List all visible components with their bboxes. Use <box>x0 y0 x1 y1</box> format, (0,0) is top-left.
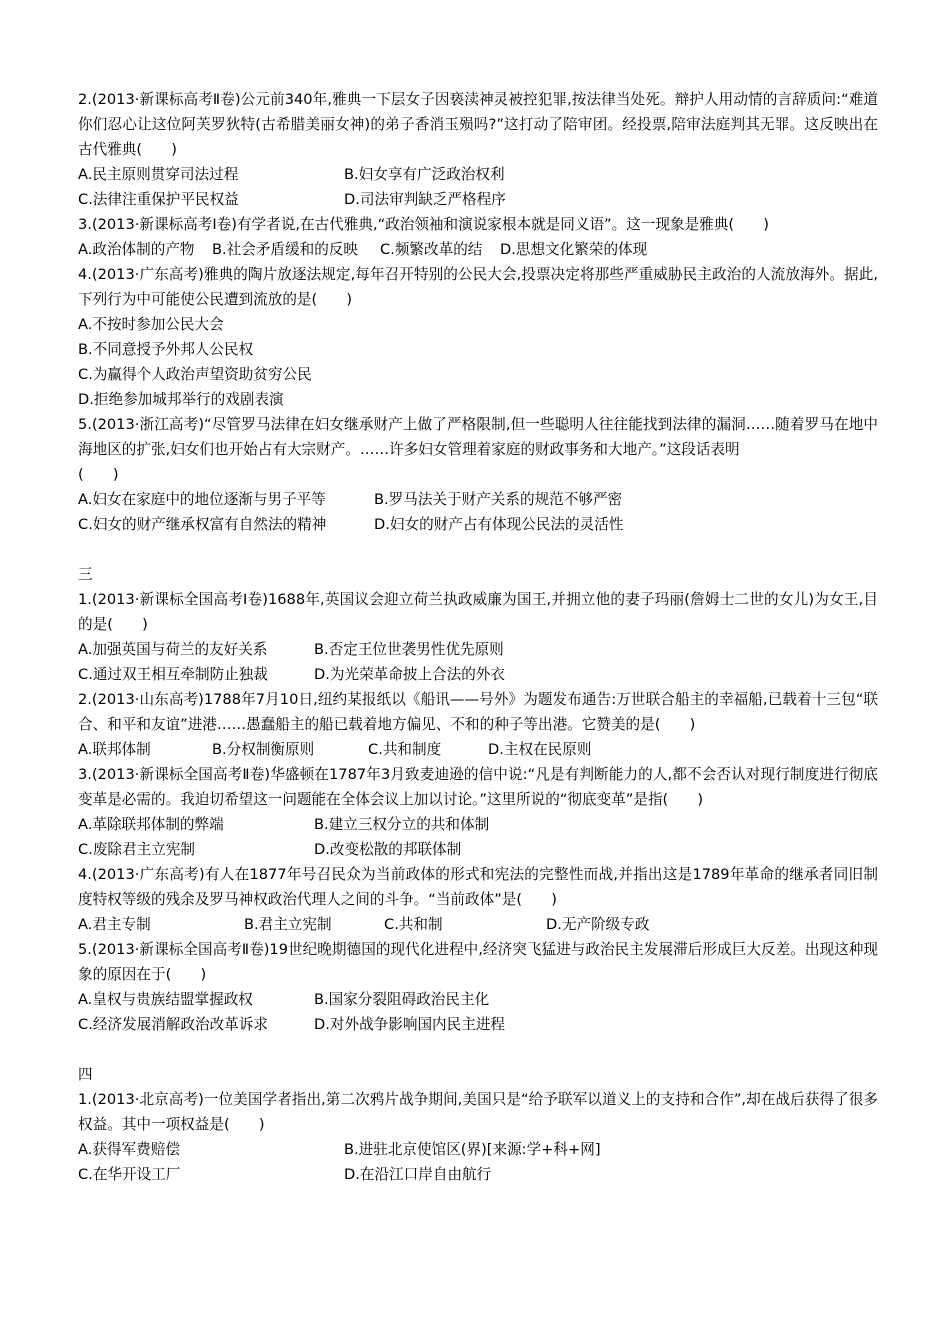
option-row <box>78 237 878 262</box>
option-row <box>78 637 878 662</box>
option-d: D.对外战争影响国内民主进程 <box>314 1016 506 1033</box>
question-stem: 1.(2013·新课标全国高考Ⅰ卷)1688年,英国议会迎立荷兰执政威廉为国王,并拥立他的妻子玛丽(詹姆士二世的女儿)为女王,目的是( ) <box>78 591 878 633</box>
option-c: C.废除君主立宪制 <box>78 841 195 858</box>
option-row <box>78 1012 878 1037</box>
option-a: A.政治体制的产物 <box>78 241 195 258</box>
option-d: D.在沿江口岸自由航行 <box>344 1166 492 1183</box>
option-c: C.频繁改革的结 <box>380 241 483 258</box>
option-row <box>78 912 878 937</box>
option-row <box>78 487 878 512</box>
option-a: A.联邦体制 <box>78 741 151 758</box>
question-stem: 2.(2013·新课标高考Ⅱ卷)公元前340年,雅典一下层女子因亵渎神灵被控犯罪,按法律当处死。辩护人用动情的言辞质问:“难道你们忍心让这位阿芙罗狄特(古希腊美丽女神)的弟子香消玉殒吗?”这打动了陪审团。经投票,陪审法庭判其无罪。这反映出在古代雅典( ) <box>78 91 878 158</box>
option-row <box>78 737 878 762</box>
option-b: B.进驻北京使馆区(界)[来源:学+科+网] <box>344 1141 601 1158</box>
option-row <box>78 512 878 537</box>
option-c: C.法律注重保护平民权益 <box>78 191 239 208</box>
question-stem: 4.(2013·广东高考)有人在1877年号召民众为当前政体的形式和宪法的完整性而战,并指出这是1789年革命的继承者同旧制度特权等级的残余及罗马神权政治代理人之间的斗争。“当前政体”是( ) <box>78 866 878 908</box>
option-d: D.为光荣革命披上合法的外衣 <box>314 666 506 683</box>
question-stem: 1.(2013·北京高考)一位美国学者指出,第二次鸦片战争期间,美国只是“给予联军以道义上的支持和合作”,却在战后获得了很多权益。其中一项权益是( ) <box>78 1091 878 1133</box>
option-b: B.社会矛盾缓和的反映 <box>212 241 358 258</box>
question-stem: 2.(2013·山东高考)1788年7月10日,纽约某报纸以《船讯——号外》为题发布通告:万世联合船主的幸福船,已载着十三包“联合、和平和友谊”进港……愚蠢船主的船已载着地方偏见、不和的种子等出港。它赞美的是( ) <box>78 691 878 733</box>
option-b: B.否定王位世袭男性优先原则 <box>314 641 504 658</box>
answer-bracket: ( ) <box>78 466 119 483</box>
section-heading: 四 <box>78 1066 93 1083</box>
option-d: D.改变松散的邦联体制 <box>314 841 462 858</box>
option-row <box>78 837 878 862</box>
option-row <box>78 162 878 187</box>
option-d: D.无产阶级专政 <box>546 916 650 933</box>
option-a: A.君主专制 <box>78 916 151 933</box>
option-b: B.分权制衡原则 <box>212 741 315 758</box>
question-stem: 3.(2013·新课标全国高考Ⅱ卷)华盛顿在1787年3月致麦迪逊的信中说:“凡是有判断能力的人,都不会否认对现行制度进行彻底变革是必需的。我迫切希望这一问题能在全体会议上加以讨论。”这里所说的“彻底变革”是指( ) <box>78 766 878 808</box>
question-stem: 5.(2013·浙江高考)“尽管罗马法律在妇女继承财产上做了严格限制,但一些聪明人往往能找到法律的漏洞……随着罗马在地中海地区的扩张,妇女们也开始占有大宗财产。……许多妇女管理着家庭的财政事务和大地产。”这段话表明 <box>78 416 878 458</box>
option-row <box>78 187 878 212</box>
option-c: C.共和制度 <box>368 741 442 758</box>
option-c: C.为赢得个人政治声望资助贫穷公民 <box>78 366 312 383</box>
option-c: C.共和制 <box>384 916 443 933</box>
option-c: C.经济发展消解政治改革诉求 <box>78 1016 268 1033</box>
option-row <box>78 1137 878 1162</box>
option-a: A.皇权与贵族结盟掌握政权 <box>78 991 253 1008</box>
section-heading: 三 <box>78 566 93 583</box>
option-b: B.建立三权分立的共和体制 <box>314 816 490 833</box>
document-page <box>78 87 878 1187</box>
option-d: D.妇女的财产占有体现公民法的灵活性 <box>374 516 624 533</box>
option-row <box>78 812 878 837</box>
option-d: D.司法审判缺乏严格程序 <box>344 191 506 208</box>
option-b: B.罗马法关于财产关系的规范不够严密 <box>374 491 623 508</box>
option-b: B.妇女享有广泛政治权利 <box>344 166 505 183</box>
option-row <box>78 1162 878 1187</box>
question-stem: 3.(2013·新课标高考Ⅰ卷)有学者说,在古代雅典,“政治领袖和演说家根本就是同义语”。这一现象是雅典( ) <box>78 216 769 233</box>
option-d: D.主权在民原则 <box>488 741 592 758</box>
option-a: A.革除联邦体制的弊端 <box>78 816 224 833</box>
option-a: A.妇女在家庭中的地位逐渐与男子平等 <box>78 491 326 508</box>
option-row <box>78 987 878 1012</box>
option-a: A.民主原则贯穿司法过程 <box>78 166 239 183</box>
option-c: C.妇女的财产继承权富有自然法的精神 <box>78 516 327 533</box>
option-d: D.思想文化繁荣的体现 <box>500 241 648 258</box>
question-stem: 4.(2013·广东高考)雅典的陶片放逐法规定,每年召开特别的公民大会,投票决定将那些严重威胁民主政治的人流放海外。据此,下列行为中可能使公民遭到流放的是( ) <box>78 266 878 308</box>
option-d: D.拒绝参加城邦举行的戏剧表演 <box>78 391 284 408</box>
option-a: A.获得军费赔偿 <box>78 1141 180 1158</box>
question-stem: 5.(2013·新课标全国高考Ⅱ卷)19世纪晚期德国的现代化进程中,经济突飞猛进与政治民主发展滞后形成巨大反差。出现这种现象的原因在于( ) <box>78 941 878 983</box>
option-row <box>78 662 878 687</box>
option-b: B.国家分裂阻碍政治民主化 <box>314 991 490 1008</box>
option-c: C.通过双王相互牵制防止独裁 <box>78 666 268 683</box>
option-c: C.在华开设工厂 <box>78 1166 181 1183</box>
option-a: A.不按时参加公民大会 <box>78 316 224 333</box>
option-b: B.君主立宪制 <box>244 916 332 933</box>
option-b: B.不同意授予外邦人公民权 <box>78 341 254 358</box>
option-a: A.加强英国与荷兰的友好关系 <box>78 641 268 658</box>
